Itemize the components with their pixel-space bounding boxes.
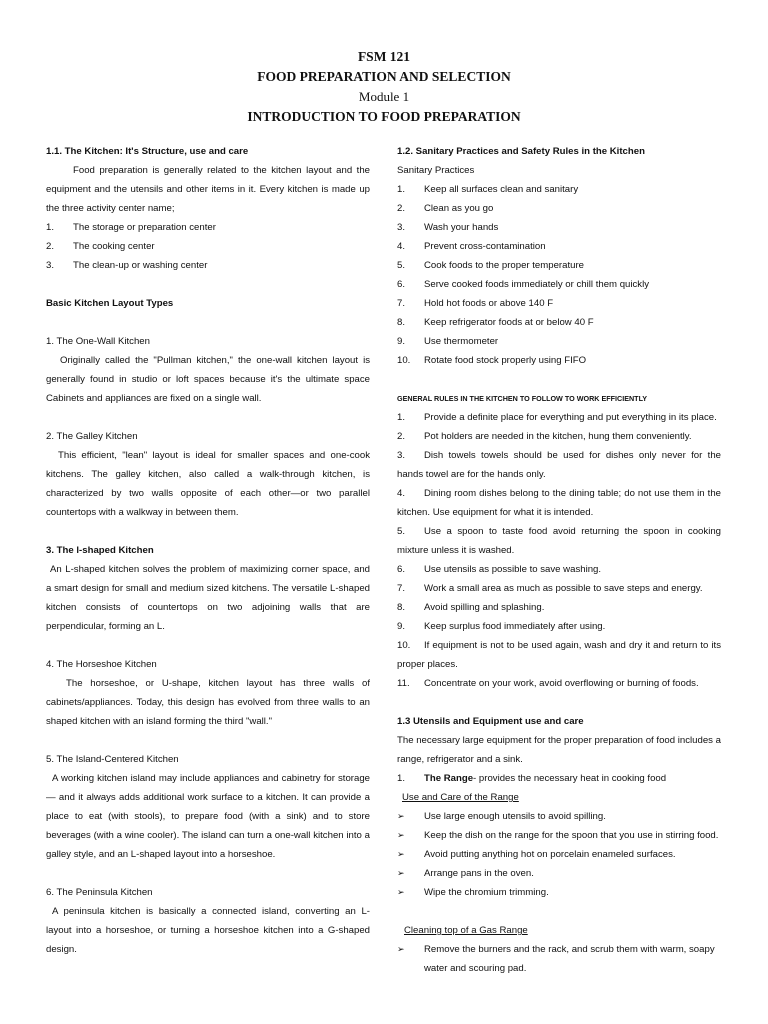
list-item-continuation: hands towel are for the hands only. [397, 469, 546, 480]
paragraph-line: the three activity center name; [46, 203, 175, 214]
list-item-continuation: mixture unless it is washed. [397, 545, 515, 556]
course-code: FSM 121 [357, 49, 411, 64]
paragraph-line: equipment and the utensils and other items in it. Every kitchen is made up [46, 184, 370, 195]
paragraph-line: — and it always adds additional work surface to a kitchen. It can provide a [46, 792, 370, 803]
paragraph-line: shaped kitchen with an island forming the third "wall." [46, 716, 272, 727]
kitchen-type-heading: 5. The Island-Centered Kitchen [46, 754, 179, 765]
paragraph-line: a smart design for small and medium sized kitchens. The versatile L-shaped [46, 583, 370, 594]
paragraph-line: layout into a horseshoe, or turning a horseshoe kitchen into a G-shaped [46, 925, 370, 936]
right-column [397, 142, 721, 978]
subsection-label: Cleaning top of a Gas Range [404, 925, 528, 936]
list-item: 3. Dish towels towels should be used for dishes only never for the [397, 450, 721, 461]
paragraph-line: design. [46, 944, 77, 955]
list-item: 5. Cook foods to the proper temperature [397, 260, 584, 271]
paragraph-line: The horseshoe, or U-shape, kitchen layout has three walls of [66, 678, 370, 689]
list-item: 1. The Range- provides the necessary heat in cooking food [397, 773, 667, 784]
section-heading: 1.2. Sanitary Practices and Safety Rules in the Kitchen [397, 146, 645, 157]
list-item: 1. Keep all surfaces clean and sanitary [397, 184, 579, 195]
list-item: 5. Use a spoon to taste food avoid returning the spoon in cooking [397, 526, 721, 537]
paragraph-line: Cabinets and appliances are fixed on a single wall. [46, 393, 262, 404]
paragraph-line: beverages (with a wine cooler). The island can turn a one-wall kitchen into a [46, 830, 370, 841]
paragraph-line: characterized by two walls opposite of each other—or two parallel [46, 488, 370, 499]
paragraph-line: cabinets/appliances. Today, this design has evolved from three walls to an [46, 697, 370, 708]
paragraph-line: The necessary large equipment for the proper preparation of food includes a [397, 735, 721, 746]
paragraph-line: countertops with a walkway in between them. [46, 507, 239, 518]
arrow-bullet-icon: ➢ [397, 887, 405, 897]
paragraph-line: kitchens. The galley kitchen, also called a walk-through kitchen, is [46, 469, 370, 480]
bullet-item: ➢ Remove the burners and the rack, and scrub them with warm, soapy [397, 940, 721, 959]
bullet-item: ➢ Wipe the chromium trimming. [397, 883, 721, 902]
list-item-continuation: kitchen. Use equipment for what it is intended. [397, 507, 594, 518]
kitchen-type-heading: 1. The One-Wall Kitchen [46, 336, 150, 347]
left-column [46, 142, 370, 959]
list-item: 7. Hold hot foods or above 140 F [397, 298, 554, 309]
bullet-item: ➢ Arrange pans in the oven. [397, 864, 721, 883]
kitchen-type-heading: 4. The Horseshoe Kitchen [46, 659, 157, 670]
section-heading: 1.3 Utensils and Equipment use and care [397, 716, 584, 727]
arrow-bullet-icon: ➢ [397, 944, 405, 954]
list-item: 9. Keep surplus food immediately after using. [397, 621, 606, 632]
document-header [0, 47, 768, 127]
paragraph-line: kitchen consists of countertops on two adjoining walls that are [46, 602, 370, 613]
list-item: 10. If equipment is not to be used again, wash and dry it and return to its [397, 640, 721, 651]
kitchen-type-heading: 3. The l-shaped Kitchen [46, 545, 154, 556]
list-item: 1. Provide a definite place for everything and put everything in its place. [397, 412, 717, 423]
subsection-label: Use and Care of the Range [402, 792, 519, 803]
kitchen-type-heading: 2. The Galley Kitchen [46, 431, 138, 442]
bullet-item: ➢ Avoid putting anything hot on porcelain enameled surfaces. [397, 845, 721, 864]
arrow-bullet-icon: ➢ [397, 830, 405, 840]
list-item: 3. Wash your hands [397, 222, 499, 233]
paragraph-line: range, refrigerator and a sink. [397, 754, 523, 765]
bullet-item: ➢ Use large enough utensils to avoid spilling. [397, 807, 721, 826]
module-label: Module 1 [358, 89, 410, 104]
paragraph-line: Food preparation is generally related to the kitchen layout and the [73, 165, 370, 176]
list-item: 7. Work a small area as much as possible to save steps and energy. [397, 583, 703, 594]
list-item: 8. Keep refrigerator foods at or below 40 F [397, 317, 594, 328]
paragraph-line: An L-shaped kitchen solves the problem of maximizing corner space, and [50, 564, 370, 575]
rules-heading: GENERAL RULES IN THE KITCHEN TO FOLLOW TO WORK EFFICIENTLY [397, 394, 648, 403]
list-item: 10. Rotate food stock properly using FIFO [397, 355, 587, 366]
list-item: 2. Pot holders are needed in the kitchen, hung them conveniently. [397, 431, 692, 442]
subsection-label: Sanitary Practices [397, 165, 475, 176]
paragraph-line: This efficient, "lean" layout is ideal for smaller spaces and one-cook [58, 450, 370, 461]
list-item: 2. Clean as you go [397, 203, 494, 214]
arrow-bullet-icon: ➢ [397, 868, 405, 878]
paragraph-line: perpendicular, forming an L. [46, 621, 165, 632]
arrow-bullet-icon: ➢ [397, 849, 405, 859]
paragraph-line: A peninsula kitchen is basically a connected island, converting an L- [52, 906, 370, 917]
list-item: 1. The storage or preparation center [46, 222, 216, 233]
list-item: 4. Dining room dishes belong to the dining table; do not use them in the [397, 488, 721, 499]
section-heading: 1.1. The Kitchen: It's Structure, use and care [46, 146, 249, 157]
list-item: 6. Use utensils as possible to save washing. [397, 564, 602, 575]
list-item: 9. Use thermometer [397, 336, 499, 347]
arrow-bullet-icon: ➢ [397, 811, 405, 821]
module-title: INTRODUCTION TO FOOD PREPARATION [247, 109, 521, 124]
course-title: FOOD PREPARATION AND SELECTION [257, 69, 511, 84]
list-item: 3. The clean-up or washing center [46, 260, 208, 271]
list-item: 6. Serve cooked foods immediately or chill them quickly [397, 279, 650, 290]
paragraph-line: Originally called the "Pullman kitchen," the one-wall kitchen layout is [60, 355, 370, 366]
paragraph-line: A working kitchen island may include appliances and cabinetry for storage [52, 773, 370, 784]
paragraph-line: galley style, and an L-shaped layout into a horseshoe. [46, 849, 276, 860]
list-item-continuation: proper places. [397, 659, 458, 670]
list-item: 2. The cooking center [46, 241, 155, 252]
list-item: 8. Avoid spilling and splashing. [397, 602, 545, 613]
subsection-heading: Basic Kitchen Layout Types [46, 298, 174, 309]
list-item-continuation: water and scouring pad. [424, 963, 527, 974]
list-item: 11. Concentrate on your work, avoid overflowing or burning of foods. [397, 678, 699, 689]
bullet-item: ➢ Keep the dish on the range for the spoon that you use in stirring food. [397, 826, 721, 845]
paragraph-line: generally found in studio or loft spaces because it's the ultimate space [46, 374, 370, 385]
kitchen-type-heading: 6. The Peninsula Kitchen [46, 887, 153, 898]
list-item: 4. Prevent cross-contamination [397, 241, 546, 252]
paragraph-line: place to eat (with stools), to prepare food (with a sink) and to store [46, 811, 370, 822]
